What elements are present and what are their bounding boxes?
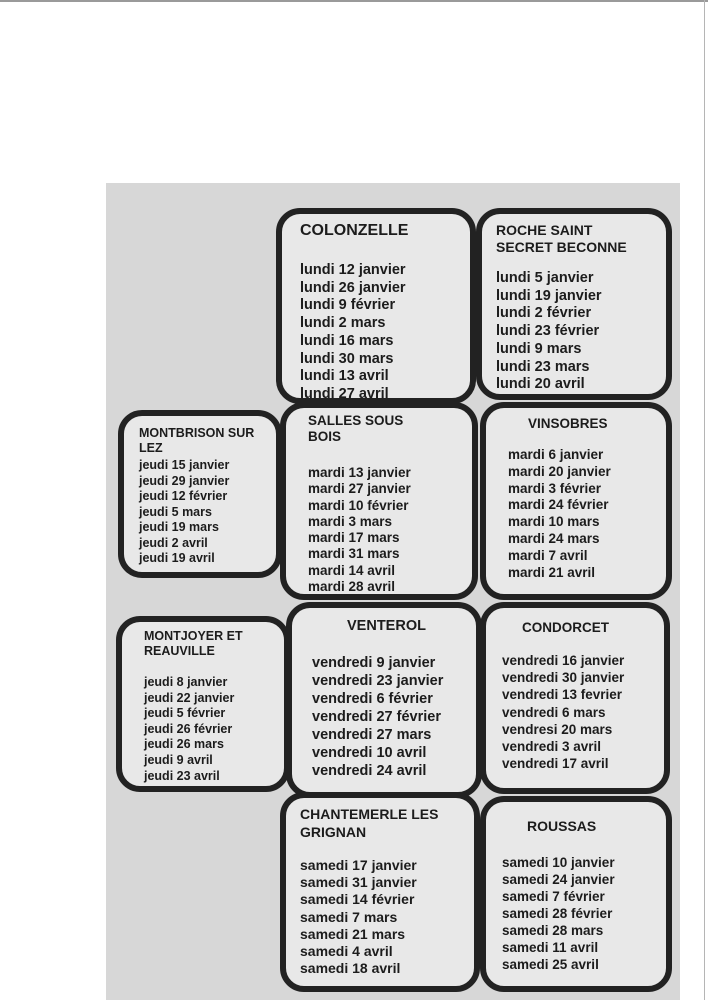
- date-item: mardi 21 avril: [508, 564, 596, 580]
- date-item: mardi 24 mars: [508, 530, 600, 546]
- date-item: vendredi 24 avril: [312, 763, 427, 779]
- date-item: mardi 20 janvier: [508, 463, 611, 479]
- date-item: vendredi 3 avril: [502, 739, 602, 755]
- date-item: jeudi 2 avril: [139, 535, 208, 550]
- date-item: lundi 9 février: [300, 297, 396, 314]
- date-list: [300, 857, 474, 977]
- schedule-title: MONTJOYER ET REAUVILLE: [144, 629, 243, 658]
- date-item: mardi 28 avril: [308, 579, 396, 595]
- date-item: lundi 19 janvier: [496, 287, 602, 304]
- date-item: vendredi 27 février: [312, 709, 441, 725]
- date-item: samedi 28 février: [502, 906, 613, 921]
- schedule-box-roussas: [480, 796, 672, 992]
- date-item: samedi 7 mars: [300, 908, 398, 925]
- date-item: vendredi 27 mars: [312, 727, 432, 743]
- schedule-box-salles-sous-bois: [280, 402, 478, 600]
- date-item: lundi 12 janvier: [300, 262, 406, 278]
- date-item: samedi 31 janvier: [300, 874, 417, 891]
- schedule-box-condorcet: [480, 602, 670, 794]
- date-item: vendredi 9 janvier: [312, 655, 436, 671]
- date-list: [139, 458, 276, 567]
- date-item: mardi 17 mars: [308, 530, 400, 546]
- schedule-box-montbrison-sur-lez: [118, 410, 282, 578]
- date-item: lundi 26 janvier: [300, 279, 406, 296]
- schedule-title: VENTEROL: [347, 618, 426, 634]
- schedule-box-chantemerle-les-grignan: [280, 792, 480, 992]
- date-item: jeudi 26 mars: [144, 737, 224, 752]
- date-item: jeudi 22 janvier: [144, 690, 235, 705]
- date-item: lundi 9 mars: [496, 340, 582, 357]
- date-item: mardi 3 mars: [308, 513, 393, 529]
- date-item: jeudi 19 mars: [139, 520, 219, 534]
- date-item: jeudi 8 janvier: [144, 675, 228, 689]
- date-item: jeudi 5 février: [144, 706, 226, 721]
- date-item: lundi 5 janvier: [496, 270, 594, 286]
- schedule-title: MONTBRISON SUR LEZ: [139, 426, 255, 455]
- date-item: samedi 10 janvier: [502, 855, 615, 870]
- schedule-title: ROUSSAS: [527, 818, 597, 834]
- date-item: mardi 10 mars: [508, 514, 600, 530]
- date-item: samedi 25 avril: [502, 957, 599, 972]
- date-item: vendredi 13 fevrier: [502, 687, 623, 703]
- date-item: vendredi 23 janvier: [312, 673, 444, 689]
- schedule-box-montjoyer-et-reauville: [116, 616, 290, 792]
- date-list: [496, 270, 666, 394]
- date-list: [312, 654, 476, 780]
- date-item: mardi 3 février: [508, 480, 602, 496]
- date-item: mardi 10 février: [308, 497, 409, 513]
- schedule-title: CHANTEMERLE LES GRIGNAN: [300, 806, 439, 840]
- date-item: mardi 6 janvier: [508, 447, 604, 462]
- date-item: samedi 11 avril: [502, 940, 599, 955]
- schedule-box-vinsobres: [480, 402, 672, 600]
- date-item: jeudi 19 avril: [139, 551, 215, 565]
- date-item: jeudi 29 janvier: [139, 473, 230, 488]
- schedule-title: SALLES SOUS BOIS: [308, 413, 404, 444]
- date-item: samedi 4 avril: [300, 943, 393, 960]
- date-item: lundi 27 avril: [300, 385, 389, 402]
- schedule-box-roche-saint-secret-beconne: [476, 208, 672, 400]
- date-item: lundi 2 février: [496, 305, 592, 322]
- date-item: vendredi 6 mars: [502, 704, 606, 720]
- scan-edge-top: [0, 0, 708, 2]
- date-item: samedi 28 mars: [502, 923, 604, 938]
- schedule-title: VINSOBRES: [528, 416, 608, 431]
- schedule-title: ROCHE SAINT SECRET BECONNE: [496, 222, 627, 255]
- date-item: lundi 13 avril: [300, 368, 389, 385]
- date-item: jeudi 23 avril: [144, 768, 220, 783]
- scan-edge-right: [704, 0, 705, 1000]
- date-item: lundi 2 mars: [300, 315, 386, 332]
- date-list: [144, 675, 284, 784]
- date-item: vendredi 6 février: [312, 691, 433, 707]
- date-item: mardi 27 janvier: [308, 481, 411, 497]
- date-item: mardi 14 avril: [308, 562, 396, 578]
- date-list: [308, 465, 472, 595]
- date-item: vendresi 20 mars: [502, 721, 613, 737]
- date-item: lundi 23 février: [496, 323, 600, 340]
- date-item: samedi 17 janvier: [300, 857, 417, 873]
- date-item: lundi 30 mars: [300, 350, 394, 367]
- date-item: vendredi 17 avril: [502, 756, 609, 772]
- date-item: vendredi 10 avril: [312, 745, 427, 761]
- schedule-title: COLONZELLE: [300, 222, 409, 239]
- date-list: [502, 652, 664, 772]
- date-item: samedi 24 janvier: [502, 872, 615, 887]
- date-item: mardi 13 janvier: [308, 465, 411, 480]
- date-list: [300, 262, 470, 404]
- date-item: lundi 16 mars: [300, 332, 394, 349]
- date-item: mardi 24 février: [508, 497, 609, 513]
- date-item: jeudi 15 janvier: [139, 458, 230, 472]
- date-item: vendredi 30 janvier: [502, 670, 625, 686]
- date-item: samedi 18 avril: [300, 960, 401, 977]
- date-item: jeudi 5 mars: [139, 504, 212, 519]
- schedule-box-colonzelle: [276, 208, 476, 404]
- date-item: samedi 7 février: [502, 889, 605, 904]
- date-item: jeudi 12 février: [139, 489, 228, 503]
- date-item: samedi 14 février: [300, 891, 415, 908]
- date-item: mardi 31 mars: [308, 546, 400, 562]
- schedule-box-venterol: [286, 602, 482, 798]
- date-item: samedi 21 mars: [300, 925, 406, 942]
- date-item: jeudi 26 février: [144, 721, 233, 736]
- date-list: [502, 854, 666, 973]
- date-list: [508, 447, 666, 581]
- schedule-title: CONDORCET: [522, 620, 609, 635]
- date-item: mardi 7 avril: [508, 547, 588, 563]
- date-item: jeudi 9 avril: [144, 752, 213, 767]
- date-item: lundi 20 avril: [496, 376, 585, 393]
- date-item: lundi 23 mars: [496, 358, 590, 375]
- date-item: vendredi 16 janvier: [502, 653, 625, 668]
